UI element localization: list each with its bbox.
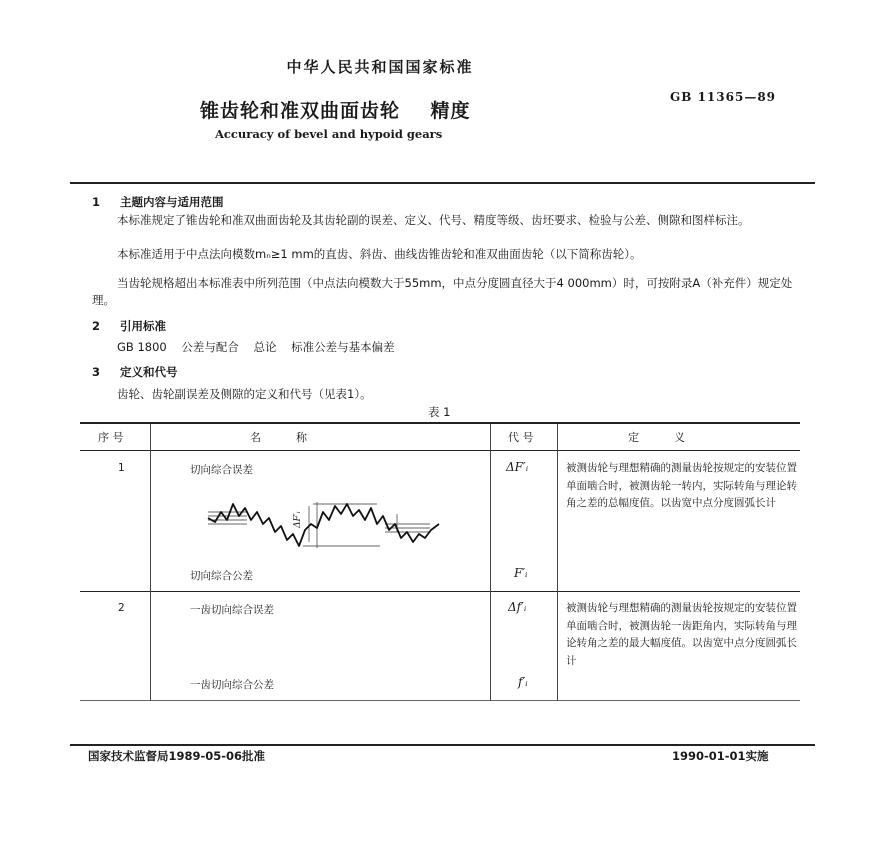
section-2-heading <box>92 318 166 334</box>
column-header-name: 名 称 <box>250 431 307 444</box>
national-standard-heading: 中华人民共和国国家标准 <box>286 58 474 76</box>
table-column-divider <box>150 424 151 701</box>
header-divider <box>70 182 815 184</box>
row-tolerance-code: f′ᵢ <box>518 675 528 689</box>
document-title-en: Accuracy of bevel and hypoid gears <box>215 127 443 141</box>
approval-note: 国家技术监督局1989-05-06批准 <box>88 749 266 763</box>
section-1-paragraph: 本标准适用于中点法向模数mₙ≥1 mm的直齿、斜齿、曲线齿锥齿轮和准双曲面齿轮（以下简称齿轮）。 <box>117 247 642 261</box>
table-column-divider <box>490 424 491 701</box>
column-header-code: 代 号 <box>508 431 534 444</box>
table-column-divider <box>557 424 558 701</box>
section-number: 3 <box>92 365 101 379</box>
row-error-code: Δf′ᵢ <box>508 600 527 614</box>
footer-divider <box>70 744 815 746</box>
referenced-standard: GB 1800 公差与配合 总论 标准公差与基本偏差 <box>117 340 395 354</box>
section-title: 引用标准 <box>120 319 166 333</box>
document-title-cn: 锥齿轮和准双曲面齿轮 精度 <box>200 100 471 122</box>
section-1-paragraph: 当齿轮规格超出本标准表中所列范围（中点法向模数大于55mm，中点分度圆直径大于4 000mm）时，可按附录A（补充件）规定处理。 <box>92 276 793 307</box>
section-1-paragraph: 本标准规定了锥齿轮和准双曲面齿轮及其齿轮副的误差、定义、代号、精度等级、齿坯要求、检验与公差、侧隙和图样标注。 <box>117 213 750 227</box>
table-top-border <box>80 422 800 424</box>
standard-code: GB 11365—89 <box>670 90 777 104</box>
row-seq: 1 <box>118 462 125 474</box>
section-title: 主题内容与适用范围 <box>120 195 224 209</box>
row-tolerance-name: 一齿切向综合公差 <box>190 679 274 691</box>
figure-label: ΔF′ᵢ <box>293 511 303 528</box>
row-seq: 2 <box>118 602 125 614</box>
tangential-error-curve-figure <box>205 494 445 556</box>
row-definition: 被测齿轮与理想精确的测量齿轮按规定的安装位置单面啮合时，被测齿轮一转内，实际转角与理论转角之差的总幅度值。以齿宽中点分度圆弧长计 <box>566 462 797 509</box>
row-error-name: 一齿切向综合误差 <box>190 604 274 616</box>
row-tolerance-code: F′ᵢ <box>514 566 528 580</box>
column-header-definition: 定 义 <box>628 431 685 444</box>
section-3-paragraph: 齿轮、齿轮副误差及侧隙的定义和代号（见表1）。 <box>117 387 372 401</box>
effective-date: 1990-01-01实施 <box>672 749 769 763</box>
section-1-heading <box>92 194 224 210</box>
row-error-name: 切向综合误差 <box>190 464 253 476</box>
row-tolerance-name: 切向综合公差 <box>190 570 253 582</box>
section-3-heading <box>92 364 178 380</box>
table-bottom-border <box>80 700 800 701</box>
table-caption: 表 1 <box>428 405 451 419</box>
section-number: 1 <box>92 195 101 209</box>
table-row-border <box>80 591 800 592</box>
section-number: 2 <box>92 319 101 333</box>
row-error-code: ΔF′ᵢ <box>506 460 529 474</box>
row-definition: 被测齿轮与理想精确的测量齿轮按规定的安装位置单面啮合时，被测齿轮一齿距角内，实际转角与理论转角之差的最大幅度值。以齿宽中点分度圆弧长计 <box>566 602 797 667</box>
section-title: 定义和代号 <box>120 365 178 379</box>
column-header-seq: 序 号 <box>98 431 124 444</box>
table-header-border <box>80 450 800 451</box>
